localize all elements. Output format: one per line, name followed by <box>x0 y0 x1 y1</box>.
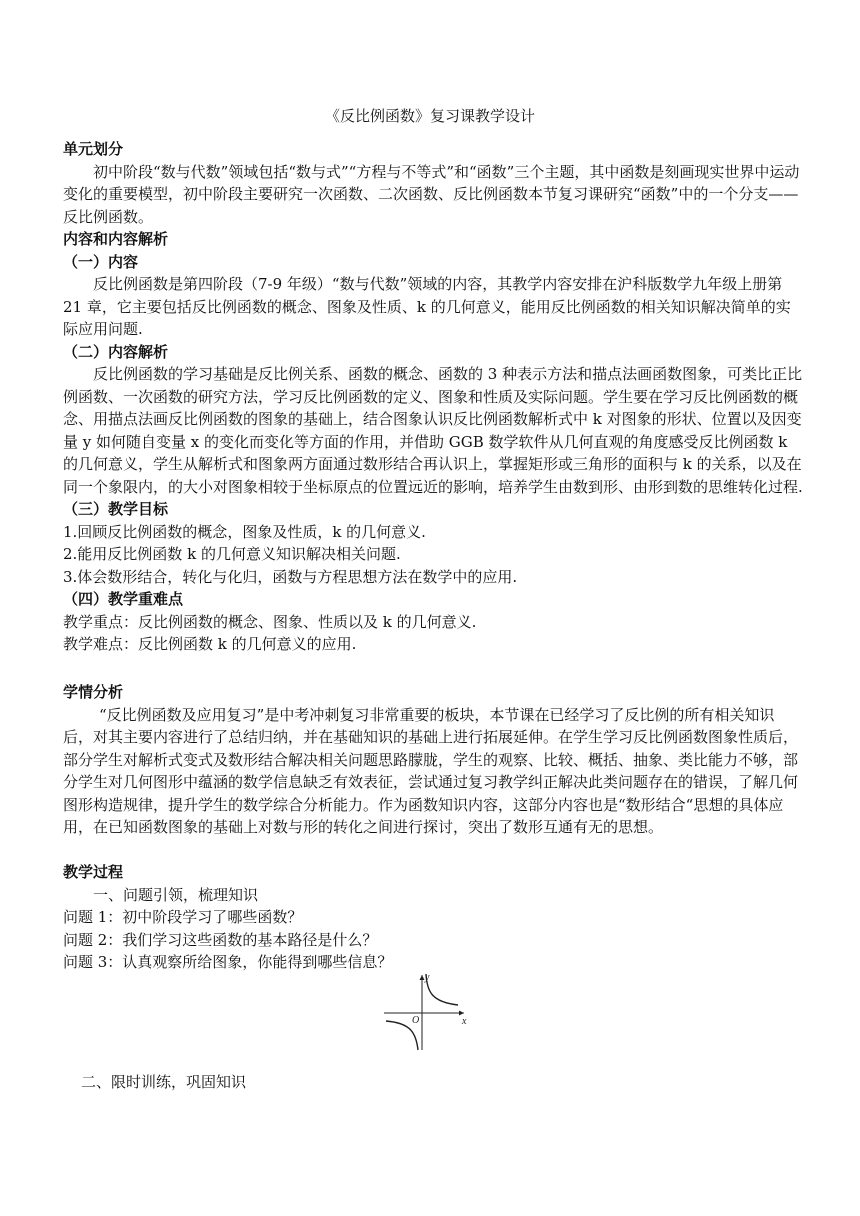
process-heading: 教学过程 <box>63 863 124 881</box>
process-step-1: 一、问题引领，梳理知识 <box>93 885 259 904</box>
analysis-heading: 学情分析 <box>63 683 124 701</box>
content-sub1-text: 反比例函数是第四阶段（7-9 年级）“数与代数”领域的内容，其教学内容安排在沪科版数学九年级上册第 21 章，它主要包括反比例函数的概念、图象及性质、k 的几何意义，能用反比例函数的相关知识解决简单的实际应用问题. <box>63 275 791 338</box>
process-step-2: 二、限时训练，巩固知识 <box>81 1073 247 1091</box>
content-heading: 内容和内容解析 <box>63 230 169 248</box>
unit-heading: 单元划分 <box>63 140 124 158</box>
key-point: 教学重点：反比例函数的概念、图象、性质以及 k 的几何意义. <box>63 612 477 631</box>
hyperbola-branch-q1 <box>426 974 458 1005</box>
document-title: 《反比例函数》复习课教学设计 <box>324 107 535 125</box>
content-sub3-heading: （三）教学目标 <box>63 500 169 518</box>
y-axis-arrow <box>420 975 425 980</box>
origin-label: O <box>412 1015 420 1026</box>
process-step-2-block <box>63 1071 803 1094</box>
x-axis-arrow <box>459 1011 464 1016</box>
question-2: 问题 2：我们学习这些函数的基本路径是什么？ <box>63 930 378 949</box>
goal-item: 2.能用反比例函数 k 的几何意义知识解决相关问题. <box>63 545 401 563</box>
content-sub1-heading: （一）内容 <box>63 252 139 271</box>
hyperbola-graph <box>380 970 470 1052</box>
question-3: 问题 3：认真观察所给图象，你能得到哪些信息？ <box>63 953 393 971</box>
difficult-point: 教学难点：反比例函数 k 的几何意义的应用. <box>63 635 357 653</box>
goal-item: 3.体会数形结合，转化与化归，函数与方程思想方法在数学中的应用. <box>63 567 518 586</box>
goal-item: 1.回顾反比例函数的概念，图象及性质，k 的几何意义. <box>63 522 426 541</box>
content-section <box>63 228 803 656</box>
unit-text: 初中阶段“数与代数”领域包括“数与式”“方程与不等式”和“函数”三个主题，其中函数是刻画现实世界中运动变化的重要模型，初中阶段主要研究一次函数、二次函数、反比例函数本节复习课研究“函数”中的一个分支——反比例函数。 <box>63 162 800 226</box>
y-axis-label: y <box>425 972 430 983</box>
x-axis-label: x <box>462 1016 467 1027</box>
content-sub2-text: 反比例函数的学习基础是反比例关系、函数的概念、函数的 3 种表示方法和描点法画函数图象，可类比正比例函数、一次函数的研究方法，学习反比例函数的定义、图象和性质及实际问题。学生要在学习反比例函数的概念、用描点法画反比例函数的图象的基础上，结合图象认识反比例函数解析式中 k 对图象的形状、位置以及因变量 y 如何随自变量 x 的变化而变化等方面的作用，并借助 GGB 数学软件从几何直观的角度感受反比例函数 k 的几何意义，学生从解析式和图象两方面通过数形结合再认识上，掌握矩形或三角形的面积与 k 的关系，以及在同一个象限内，的大小对图象相较于坐标原点的位置远近的影响，培养学生由数到形、由形到数的思维转化过程. <box>63 365 803 496</box>
analysis-section <box>63 681 803 839</box>
process-section <box>63 861 803 974</box>
analysis-text: “反比例函数及应用复习”是中考冲刺复习非常重要的板块，本节课在已经学习了反比例的所有相关知识后，对其主要内容进行了总结归纳，并在基础知识的基础上进行拓展延伸。在学生学习反比例函数图象性质后，部分学生对解析式变式及数形结合解决相关问题思路朦胧，学生的观察、比较、概括、抽象、类比能力不够，部分学生对几何图形中蕴涵的数学信息缺乏有效表征，尝试通过复习教学纠正解决此类问题存在的错误，了解几何图形构造规律，提升学生的数学综合分析能力。作为函数知识内容，这部分内容也是“数形结合“思想的具体应用，在已知函数图象的基础上对数与形的转化之间进行探讨，突出了数形互通有无的思想。 <box>63 705 799 836</box>
unit-section <box>63 138 803 228</box>
content-sub4-heading: （四）教学重难点 <box>63 590 184 608</box>
content-sub2-heading: （二）内容解析 <box>63 342 169 361</box>
question-1: 问题 1：初中阶段学习了哪些函数？ <box>63 908 303 926</box>
